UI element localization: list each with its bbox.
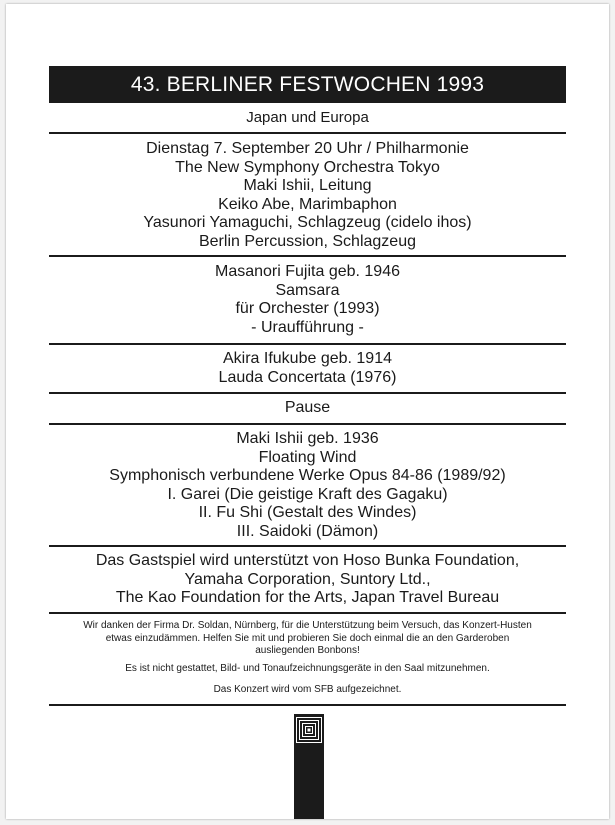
thanks-note — [49, 620, 566, 658]
thanks-line: ausliegenden Bonbons! — [255, 645, 360, 656]
concert-date-venue: Dienstag 7. September 20 Uhr / Philharmonie — [146, 140, 469, 157]
sponsor-line: The Kao Foundation for the Arts, Japan Travel Bureau — [115, 589, 500, 606]
percussion-ensemble: Berlin Percussion, Schlagzeug — [198, 232, 416, 250]
work-detail: Symphonisch verbundene Werke Opus 84-86 (1989/92) — [109, 467, 506, 484]
concert-info-block — [49, 140, 566, 251]
divider — [49, 132, 566, 134]
broadcast-text: Das Konzert wird vom SFB aufgezeichnet. — [213, 684, 402, 695]
composer-line: Akira Ifukube geb. 1914 — [222, 350, 392, 367]
conductor: Maki Ishii, Leitung — [243, 177, 372, 194]
movement-3: III. Saidoki (Dämon) — [236, 522, 379, 540]
thanks-line: Wir danken der Firma Dr. Soldan, Nürnberg, für die Unterstützung beim Versuch, das Konzert-Husten — [83, 620, 532, 631]
movement-2: II. Fu Shi (Gestalt des Windes) — [198, 504, 417, 521]
program-item-ishii — [49, 430, 566, 541]
divider — [49, 392, 566, 394]
subtitle-block — [49, 109, 566, 128]
program-item-ifukube — [49, 350, 566, 387]
work-title: Floating Wind — [258, 448, 357, 466]
program-item-fujita — [49, 263, 566, 337]
work-title: Samsara — [275, 281, 340, 299]
soloist-percussion: Yasunori Yamaguchi, Schlagzeug (cidelo ihos) — [143, 214, 472, 231]
broadcast-note — [49, 684, 566, 697]
work-detail: für Orchester (1993) — [235, 300, 380, 317]
orchestra: The New Symphony Orchestra Tokyo — [175, 158, 440, 176]
thanks-line: etwas einzudämmen. Helfen Sie mit und probieren Sie doch einmal die an den Garderoben — [105, 632, 510, 644]
festival-title-banner — [49, 66, 566, 103]
nested-squares-logo-icon — [296, 717, 322, 743]
divider — [49, 612, 566, 614]
pause-label: Pause — [284, 399, 331, 416]
divider — [49, 545, 566, 547]
divider — [49, 423, 566, 425]
soloist-marimba: Keiko Abe, Marimbaphon — [218, 195, 397, 213]
program-page — [6, 4, 609, 819]
sponsor-line: Das Gastspiel wird unterstützt von Hoso Bunka Foundation, — [95, 552, 520, 569]
recording-ban-text: Es ist nicht gestattet, Bild- und Tonaufzeichnungsgeräte in den Saal mitzunehmen. — [125, 663, 490, 674]
divider — [49, 704, 566, 706]
festival-logo-bar — [294, 714, 324, 819]
work-title: Lauda Concertata (1976) — [218, 368, 397, 386]
sponsor-line: Yamaha Corporation, Suntory Ltd., — [184, 570, 431, 588]
divider — [49, 255, 566, 257]
intermission — [49, 399, 566, 418]
subtitle: Japan und Europa — [246, 109, 369, 126]
sponsors-block — [49, 552, 566, 608]
premiere-note: - Uraufführung - — [251, 318, 364, 336]
festival-title: 43. BERLINER FESTWOCHEN 1993 — [130, 72, 485, 96]
divider — [49, 343, 566, 345]
composer-line: Masanori Fujita geb. 1946 — [215, 263, 400, 280]
movement-1: I. Garei (Die geistige Kraft des Gagaku) — [167, 485, 448, 503]
recording-ban-note — [49, 663, 566, 676]
composer-line: Maki Ishii geb. 1936 — [236, 430, 379, 447]
